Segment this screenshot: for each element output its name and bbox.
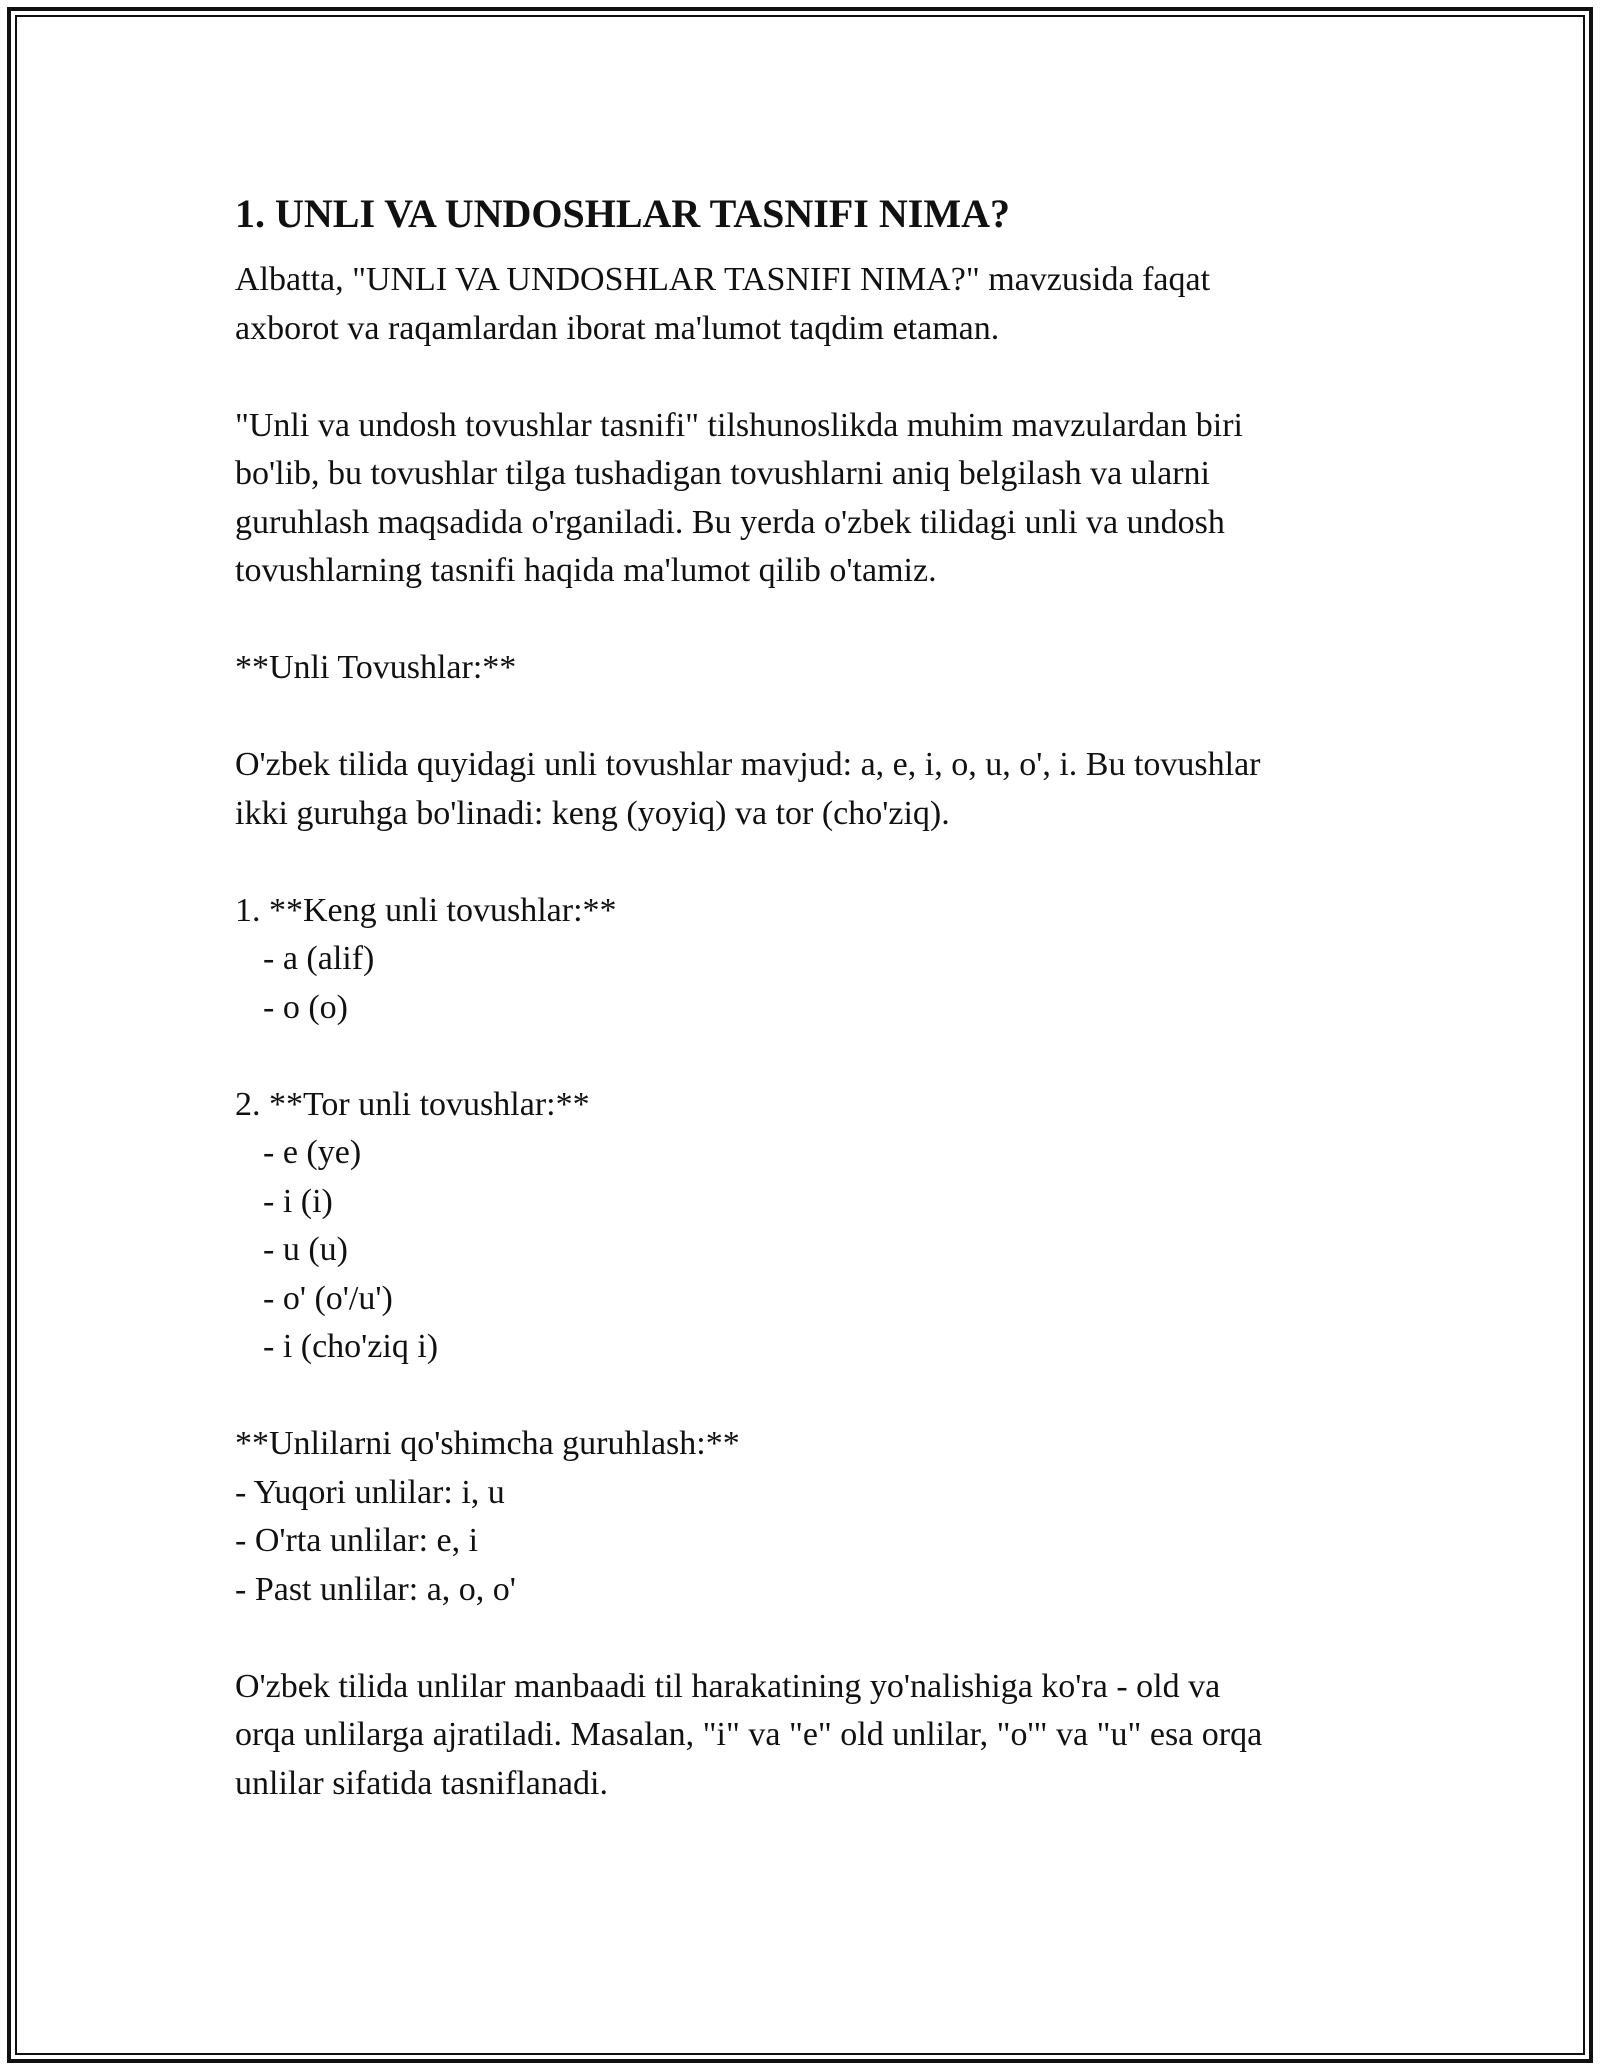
narrow-vowels-heading: 2. **Tor unli tovushlar:** <box>235 1085 590 1123</box>
additional-grouping-heading: **Unlilarni qo'shimcha guruhlash:** <box>235 1425 740 1462</box>
list-item: - o' (o'/u') <box>263 1279 393 1317</box>
paragraph-gap <box>235 1372 1385 1421</box>
intro-paragraph: Albatta, "UNLI VA UNDOSHLAR TASNIFI NIMA?" mavzusida faqat axborot va raqamlardan iborat ma'lumot taqdim etaman. <box>235 261 1211 347</box>
list-item: - i (i) <box>263 1182 333 1220</box>
document-body <box>235 188 1385 1808</box>
list-item: - Yuqori unlilar: i, u <box>235 1473 505 1511</box>
paragraph-gap <box>235 693 1385 742</box>
list-item: - i (cho'ziq i) <box>263 1328 439 1365</box>
description-paragraph: "Unli va undosh tovushlar tasnifi" tilshunoslikda muhim mavzulardan biri bo'lib, bu tovushlar tilga tushadigan tovushlarni aniq belgilash va ularni guruhlash maqsadida o'rganiladi. Bu yerda o'zbek tilidagi unli va undosh tovushlarning tasnifi haqida ma'lumot qilib o'tamiz. <box>235 406 1243 589</box>
paragraph-gap <box>235 353 1385 402</box>
wide-vowels-heading: 1. **Keng unli tovushlar:** <box>235 891 617 929</box>
paragraph-gap <box>235 596 1385 645</box>
list-item: - o (o) <box>263 988 348 1026</box>
vowels-heading: **Unli Tovushlar:** <box>235 649 517 686</box>
list-item: - a (alif) <box>263 940 375 977</box>
paragraph-gap <box>235 838 1385 887</box>
list-item: - O'rta unlilar: e, i <box>235 1522 479 1559</box>
paragraph-gap <box>235 1032 1385 1081</box>
list-item: - e (ye) <box>263 1134 362 1171</box>
paragraph-gap <box>235 1614 1385 1663</box>
list-item: - Past unlilar: a, o, o' <box>235 1570 516 1608</box>
list-item: - u (u) <box>263 1231 348 1268</box>
document-title: 1. UNLI VA UNDOSHLAR TASNIFI NIMA? <box>235 191 1010 236</box>
vowels-paragraph: O'zbek tilida quyidagi unli tovushlar mavjud: a, e, i, o, u, o', i. Bu tovushlar ikki guruhga bo'linadi: keng (yoyiq) va tor (cho'ziq). <box>235 746 1261 832</box>
conclusion-paragraph: O'zbek tilida unlilar manbaadi til harakatining yo'nalishiga ko'ra - old va orqa unlilarga ajratiladi. Masalan, "i" va "e" old unlilar, "o'" va "u" esa orqa unlilar sifatida tasniflanadi. <box>235 1667 1263 1802</box>
